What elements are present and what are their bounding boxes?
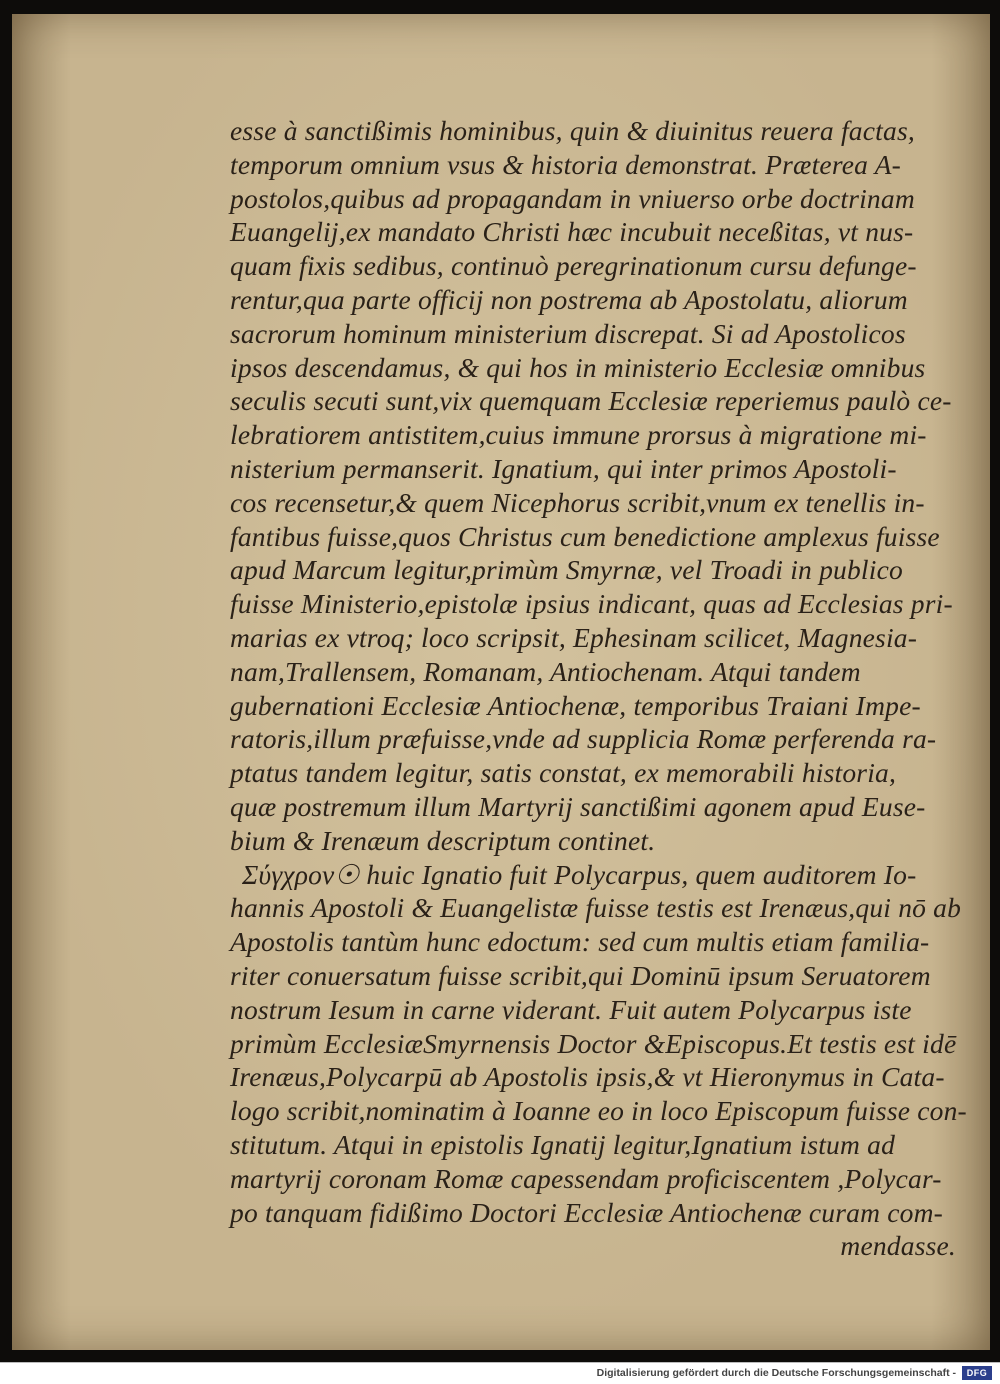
text-line: fuisse Ministerio,epistolæ ipsius indicant, quas ad Ecclesias pri-: [230, 588, 953, 620]
text-line: logo scribit,nominatim à Ioanne eo in loco Episcopum fuisse con-: [230, 1095, 967, 1127]
text-line: Apostolis tantùm hunc edoctum: sed cum multis etiam familia-: [230, 926, 930, 958]
text-line: ipsos descendamus, & qui hos in ministerio Ecclesiæ omnibus: [230, 351, 926, 383]
text-line: apud Marcum legitur,primùm Smyrnæ, vel Troadi in publico: [230, 554, 903, 586]
text-line: marias ex vtroq; loco scripsit, Ephesinam scilicet, Magnesia-: [230, 621, 918, 653]
text-line: martyrij coronam Romæ capessendam proficiscentem ,Polycar-: [230, 1162, 942, 1194]
dfg-logo[interactable]: DFG: [962, 1366, 992, 1380]
text-line: riter conuersatum fuisse scribit,qui Dominū ipsum Seruatorem: [230, 959, 931, 991]
final-line: mendasse.: [840, 1230, 956, 1262]
text-line: esse à sanctißimis hominibus, quin & diuinitus reuera factas,: [230, 115, 915, 146]
text-line: cos recensetur,& quem Nicephorus scribit,vnum ex tenellis in-: [230, 486, 925, 518]
dfg-credit-text: Digitalisierung gefördert durch die Deutsche Forschungsgemeinschaft -: [596, 1367, 956, 1379]
text-line: nostrum Iesum in carne viderant. Fuit autem Polycarpus iste: [230, 993, 912, 1025]
text-line: stitutum. Atqui in epistolis Ignatij legitur,Ignatium istum ad: [230, 1128, 896, 1160]
text-line: rentur,qua parte officij non postrema ab Apostolatu, aliorum: [230, 283, 908, 315]
text-line: Euangelij,ex mandato Christi hæc incubuit neceßitas, vt nus-: [230, 216, 914, 248]
text-line: lebratiorem antistitem,cuius immune prorsus à migratione mi-: [230, 419, 927, 451]
text-line: gubernationi Ecclesiæ Antiochenæ, temporibus Traiani Impe-: [230, 689, 921, 721]
book-page: [12, 14, 990, 1350]
text-line: quæ postremum illum Martyrij sanctißimi agonem apud Euse-: [230, 790, 926, 822]
text-line: po tanquam fidißimo Doctori Ecclesiæ Antiochenæ curam com-: [230, 1196, 944, 1228]
text-line: temporum omnium vsus & historia demonstrat. Præterea A-: [230, 148, 901, 180]
text-line: ptatus tandem legitur, satis constat, ex memorabili historia,: [230, 757, 897, 789]
text-line: nisterium permanserit. Ignatium, qui inter primos Apostoli-: [230, 452, 897, 484]
footer-bar: [0, 1362, 1000, 1384]
text-line: postolos,quibus ad propagandam in vniuerso orbe doctrinam: [230, 182, 915, 214]
text-line: fantibus fuisse,quos Christus cum benedictione amplexus fuisse: [230, 520, 940, 552]
text-line: nam,Trallensem, Romanam, Antiochenam. Atqui tandem: [230, 655, 861, 687]
text-line: bium & Irenæum descriptum continet.: [230, 824, 656, 856]
text-line: sacrorum hominum ministerium discrepat. Si ad Apostolicos: [230, 317, 906, 349]
text-line: ratoris,illum præfuisse,vnde ad supplicia Romæ perferenda ra-: [230, 723, 937, 755]
text-line: primùm EcclesiæSmyrnensis Doctor &Episcopus.Et testis est idē: [230, 1027, 957, 1059]
paragraph-start-line: Σύγχρον☉ huic Ignatio fuit Polycarpus, quem auditorem Io-: [242, 858, 917, 890]
text-line: quam fixis sedibus, continuò peregrinationum cursu defunge-: [230, 250, 917, 282]
text-line: seculis secuti sunt,vix quemquam Ecclesiæ reperiemus paulò ce-: [230, 385, 952, 417]
text-line: hannis Apostoli & Euangelistæ fuisse testis est Irenæus,qui nō ab: [230, 892, 962, 924]
text-block: [230, 114, 970, 1263]
text-line: Irenæus,Polycarpū ab Apostolis ipsis,& vt Hieronymus in Cata-: [230, 1061, 945, 1093]
